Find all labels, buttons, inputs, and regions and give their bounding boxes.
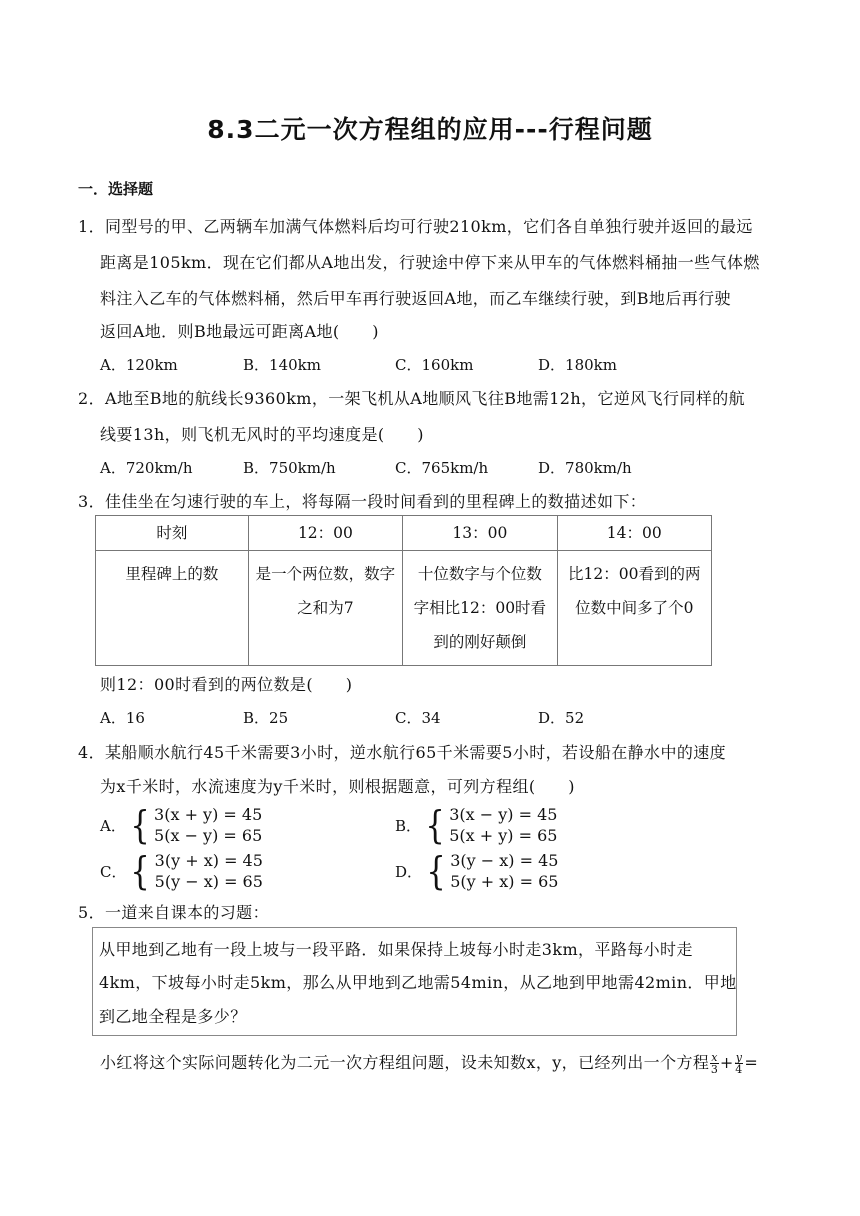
- option-label: A．: [100, 816, 126, 835]
- q1-line-3: 料注入乙车的气体燃料桶，然后甲车再行驶返回A地，而乙车继续行驶，到B地后再行驶: [100, 289, 731, 308]
- q3-question: 则12：00时看到的两位数是( ): [100, 675, 353, 694]
- q1-line-1: 1．同型号的甲、乙两辆车加满气体燃料后均可行驶210km，它们各自单独行驶并返回的最远: [78, 217, 753, 236]
- equation: 3(y + x) = 45: [154, 851, 263, 870]
- q3-option-b[interactable]: B．25: [243, 709, 289, 727]
- option-label: B．: [395, 816, 422, 835]
- q5-stem: 5．一道来自课本的习题：: [78, 903, 269, 922]
- q3-stem: 3．佳佳坐在匀速行驶的车上，将每隔一段时间看到的里程碑上的数描述如下：: [78, 492, 647, 511]
- q2-line-2: 线要13h，则飞机无风时的平均速度是( ): [100, 425, 424, 444]
- numerator: y: [735, 1051, 743, 1064]
- cell-line: 比12：00看到的两: [568, 565, 701, 583]
- q1-option-b[interactable]: B．140km: [243, 356, 321, 374]
- q1-line-2: 距离是105km．现在它们都从A地出发，行驶途中停下来从甲车的气体燃料桶抽一些气体燃: [100, 253, 760, 272]
- equation: 5(y + x) = 65: [450, 872, 559, 891]
- cell-line: 字相比12：00时看: [413, 599, 547, 617]
- equation: 5(x − y) = 65: [154, 826, 263, 845]
- cell-line: 之和为7: [297, 599, 354, 617]
- q3-option-a[interactable]: A．16: [100, 709, 145, 727]
- q2-line-1: 2．A地至B地的航线长9360km，一架飞机从A地顺风飞往B地需12h，它逆风飞行同样的航: [78, 389, 746, 408]
- cell-line: 位数中间多了个0: [575, 599, 694, 617]
- fraction: [710, 1052, 719, 1075]
- equation: 3(x − y) = 45: [449, 805, 558, 824]
- table-cell-1300: [403, 551, 557, 666]
- brace-icon: {: [130, 803, 150, 847]
- q5-last-line: [100, 1050, 758, 1075]
- equation: 5(x + y) = 65: [449, 826, 558, 845]
- box-line-3: 到乙地全程是多少？: [99, 1007, 247, 1026]
- brace-icon: {: [130, 849, 151, 893]
- cell-line: 是一个两位数，数字: [255, 565, 396, 583]
- q2-option-b[interactable]: B．750km/h: [243, 459, 336, 477]
- box-line-2: 4km，下坡每小时走5km，那么从甲地到乙地需54min，从乙地到甲地需42min．甲地: [99, 973, 737, 992]
- q1-line-4: 返回A地．则B地最远可距离A地( ): [100, 322, 379, 341]
- table-header-time: 时刻: [96, 516, 249, 551]
- textbook-problem-box: [92, 927, 737, 1036]
- q4-option-b[interactable]: [395, 804, 557, 846]
- fraction: [735, 1052, 744, 1075]
- q1-option-a[interactable]: A．120km: [100, 356, 178, 374]
- brace-icon: {: [426, 849, 446, 893]
- cell-line: 十位数字与个位数: [417, 565, 542, 583]
- q4-line-2: 为x千米时，水流速度为y千米时，则根据题意，可列方程组( ): [100, 777, 575, 796]
- cell-line: 到的刚好颠倒: [433, 633, 527, 651]
- section-heading: 一．选择题: [78, 180, 154, 198]
- q2-option-d[interactable]: D．780km/h: [538, 459, 632, 477]
- q4-option-a[interactable]: [100, 804, 262, 846]
- q5-last-text: 小红将这个实际问题转化为二元一次方程组问题，设未知数x，y，已经列出一个方程: [100, 1053, 710, 1072]
- box-line-1: 从甲地到乙地有一段上坡与一段平路．如果保持上坡每小时走3km，平路每小时走: [99, 940, 693, 959]
- q4-option-c[interactable]: [100, 850, 263, 892]
- milestone-table: [95, 515, 712, 666]
- equation: 3(x + y) = 45: [154, 805, 263, 824]
- denominator: 4: [735, 1063, 743, 1076]
- q1-option-d[interactable]: D．180km: [538, 356, 617, 374]
- q2-option-a[interactable]: A．720km/h: [100, 459, 193, 477]
- table-header-1400: 14：00: [557, 516, 711, 551]
- q3-option-d[interactable]: D．52: [538, 709, 585, 727]
- table-cell-1200: [248, 551, 402, 666]
- brace-icon: {: [425, 803, 445, 847]
- table-header-1200: 12：00: [248, 516, 402, 551]
- option-label: D．: [395, 862, 423, 881]
- numerator: x: [711, 1051, 718, 1064]
- table-row-label: 里程碑上的数: [96, 551, 249, 666]
- table-cell-1400: [557, 551, 711, 666]
- q4-option-d[interactable]: [395, 850, 558, 892]
- equation: 5(y − x) = 65: [154, 872, 263, 891]
- option-label: C．: [100, 862, 127, 881]
- q3-option-c[interactable]: C．34: [395, 709, 441, 727]
- equation: 3(y − x) = 45: [450, 851, 559, 870]
- denominator: 3: [710, 1063, 719, 1076]
- q4-line-1: 4．某船顺水航行45千米需要3小时，逆水航行65千米需要5小时，若设船在静水中的速度: [78, 743, 727, 762]
- q1-option-c[interactable]: C．160km: [395, 356, 474, 374]
- q2-option-c[interactable]: C．765km/h: [395, 459, 489, 477]
- table-header-1300: 13：00: [403, 516, 557, 551]
- equals-sign: =: [744, 1053, 759, 1072]
- page-title: 8.3二元一次方程组的应用---行程问题: [207, 115, 653, 144]
- plus-sign: +: [719, 1053, 734, 1072]
